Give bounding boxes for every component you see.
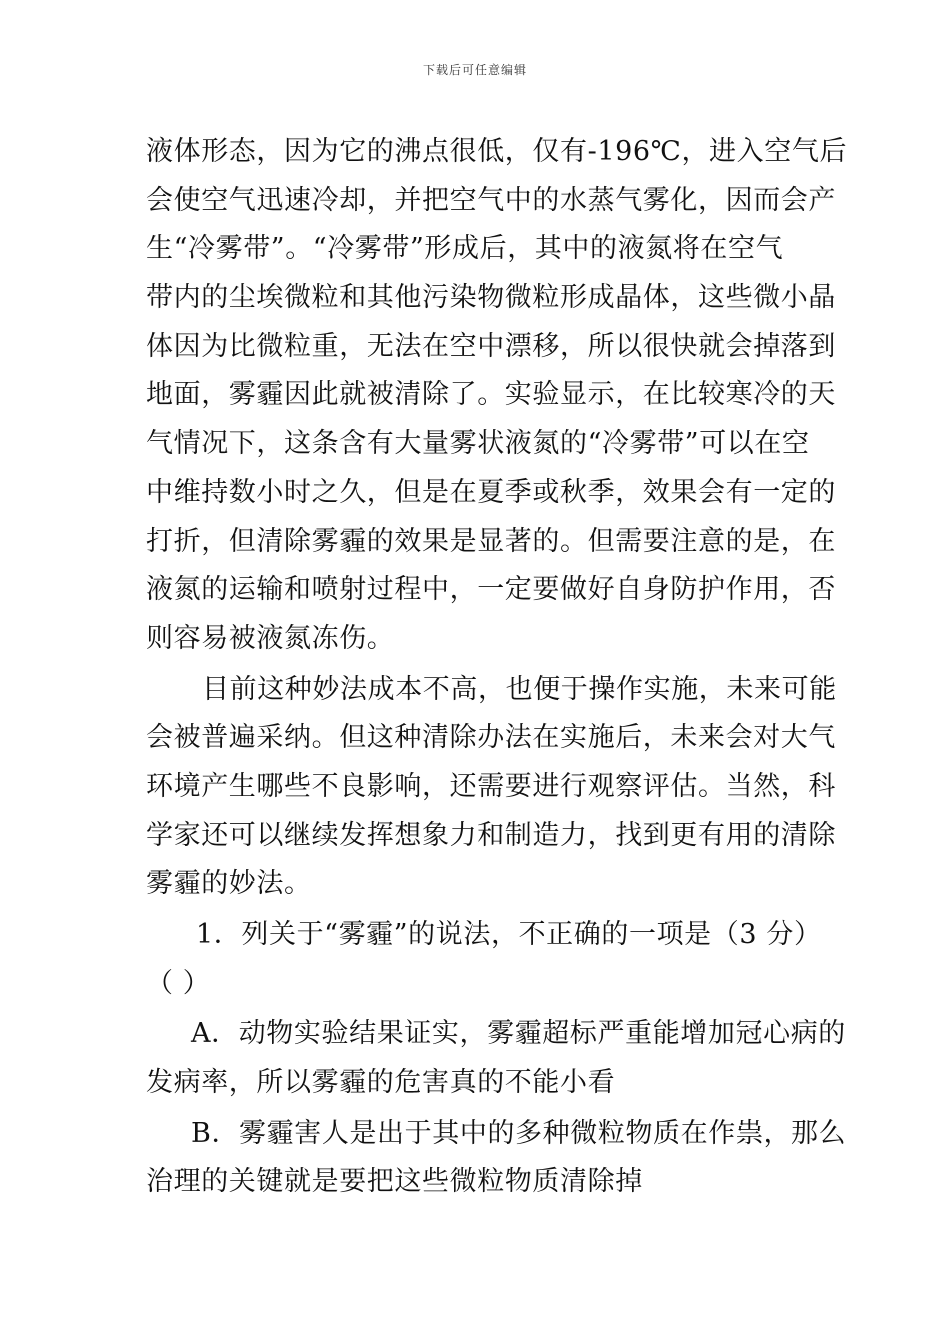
text-line: 地面，雾霾因此就被清除了。实验显示，在比较寒冷的天 — [146, 379, 836, 411]
question-stem: 1．列关于“雾霾”的说法，不正确的一项是（3 分） — [196, 919, 822, 950]
option-text: 发病率，所以雾霾的危害真的不能小看 — [146, 1067, 616, 1099]
option-text: 治理的关键就是要把这些微粒物质清除掉 — [146, 1166, 643, 1198]
paragraph-conclusion — [146, 666, 837, 909]
text-line: 会使空气迅速冷却，并把空气中的水蒸气雾化，因而会产 — [146, 184, 836, 216]
text-line: 学家还可以继续发挥想象力和制造力，找到更有用的清除 — [146, 819, 836, 851]
text-line: 气情况下，这条含有大量雾状液氮的“冷雾带”可以在空 — [146, 428, 810, 460]
paragraph-liquid-nitrogen — [146, 128, 848, 664]
option-text: A．动物实验结果证实，雾霾超标严重能增加冠心病的 — [191, 1018, 846, 1050]
text-line: 液体形态，因为它的沸点很低，仅有-196℃，进入空气后 — [146, 136, 848, 167]
text-line: 液氮的运输和喷射过程中，一定要做好自身防护作用，否 — [146, 574, 836, 606]
question-1 — [146, 911, 822, 1008]
text-line: 则容易被液氮冻伤。 — [146, 622, 395, 654]
text-line: 中维持数小时之久，但是在夏季或秋季，效果会有一定的 — [146, 476, 836, 508]
option-a — [146, 1010, 846, 1107]
page-header: 下载后可任意编辑 — [422, 63, 527, 77]
text-line: 打折，但清除雾霾的效果是显著的。但需要注意的是，在 — [146, 525, 836, 557]
option-text: B．雾霾害人是出于其中的多种微粒物质在作祟，那么 — [191, 1117, 847, 1149]
text-line: 体因为比微粒重，无法在空中漂移，所以很快就会掉落到 — [146, 330, 836, 362]
option-b — [146, 1110, 847, 1207]
text-line: 目前这种妙法成本不高，也便于操作实施，未来可能 — [202, 673, 837, 705]
text-line: 环境产生哪些不良影响，还需要进行观察评估。当然，科 — [146, 770, 836, 802]
text-line: 带内的尘埃微粒和其他污染物微粒形成晶体，这些微小晶 — [146, 282, 836, 314]
document-body — [146, 128, 848, 1207]
text-line: 会被普遍采纳。但这种清除办法在实施后，未来会对大气 — [146, 722, 836, 754]
text-line: 雾霾的妙法。 — [146, 868, 312, 900]
answer-blank: （ ） — [146, 967, 211, 999]
text-line: 生“冷雾带”。“冷雾带”形成后，其中的液氮将在空气 — [146, 233, 784, 265]
